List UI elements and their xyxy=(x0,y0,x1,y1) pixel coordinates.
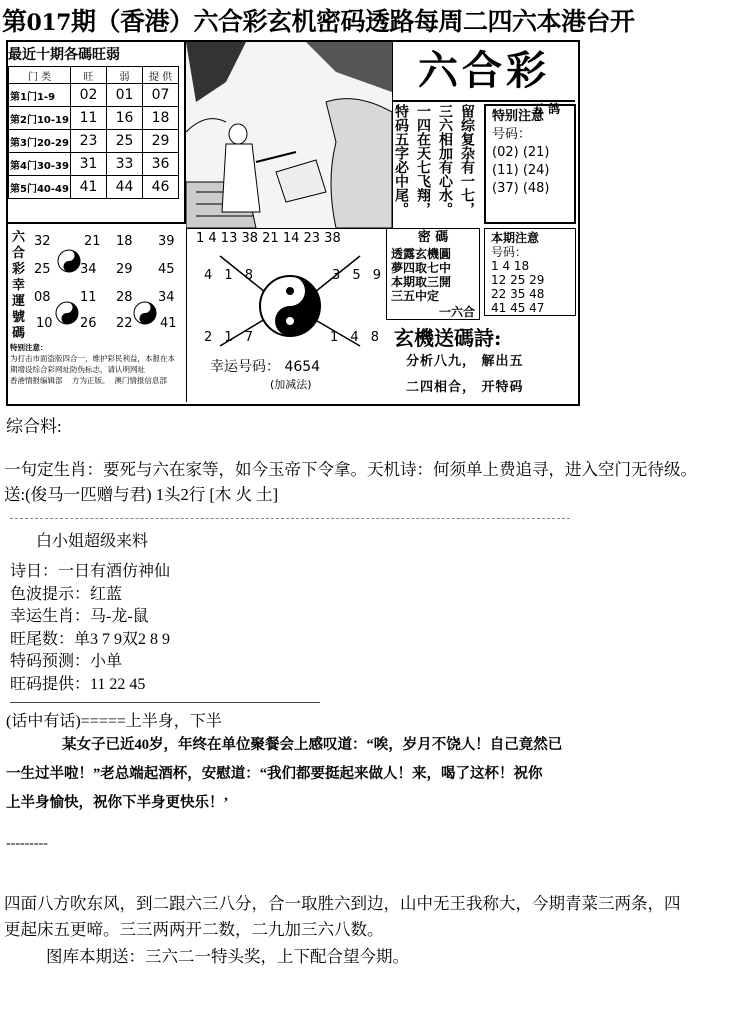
row-label: 第4门30-39 xyxy=(9,153,71,176)
header-prefix: 第 xyxy=(2,7,27,36)
lucky-number: 34 xyxy=(80,262,97,277)
vertical-verse xyxy=(392,100,482,224)
center-right-numbers: 3 5 9 xyxy=(332,268,386,283)
lucky-number: 18 xyxy=(116,234,133,249)
bai-item: 旺码提供：11 22 45 xyxy=(10,675,146,693)
col-header: 旺 xyxy=(71,67,107,84)
lucky-number: 08 xyxy=(34,290,51,305)
mima-line: 三五中定 xyxy=(391,289,440,303)
para-line: 更起床五更啼。三三两两开二数，二九加三六八数。 xyxy=(4,920,384,939)
cell: 01 xyxy=(107,84,143,107)
secret-code-box xyxy=(386,228,480,320)
bai-item: 特码预测：小单 xyxy=(10,653,123,670)
lucky-number: 39 xyxy=(158,234,175,249)
lucky-number: 34 xyxy=(158,290,175,305)
row-label: 第5门40-49 xyxy=(9,176,71,199)
benqi-title: 本期注意 xyxy=(491,231,540,245)
cell: 11 xyxy=(71,107,107,130)
lucky-number: 45 xyxy=(158,262,175,277)
verse-column: 留综复杂有一七， xyxy=(459,104,475,216)
lucky-label: 幸运号码： xyxy=(210,359,280,375)
mima-line: 透露玄機圓 xyxy=(391,247,452,261)
bai-items xyxy=(10,561,170,696)
table-row xyxy=(9,130,179,153)
verse-column: 一四在天七飞翔， xyxy=(415,104,431,216)
bai-item: 幸运生肖：马-龙-鼠 xyxy=(10,608,149,625)
logo-subtitle: 五 鸽 xyxy=(532,102,561,116)
special-attention-box xyxy=(484,104,576,224)
yin-yang-icon xyxy=(56,248,82,274)
yin-yang-icon xyxy=(54,300,80,326)
fine-right: 澳门情报信息部 xyxy=(114,376,167,385)
illustration xyxy=(186,42,393,229)
special-row: (37) (48) xyxy=(492,181,550,196)
cell: 44 xyxy=(107,176,143,199)
special-title: 特别注意 xyxy=(492,109,545,124)
mima-line: 夢四取七中 xyxy=(391,261,452,275)
cell: 41 xyxy=(71,176,107,199)
lucky-note: (加减法) xyxy=(270,378,312,391)
lucky-number: 26 xyxy=(80,316,97,331)
lucky-number: 25 xyxy=(34,262,51,277)
bai-item: 旺尾数：单3 7 9双2 8 9 xyxy=(10,630,171,648)
story-line: 上半身愉快，祝你下半身更快乐！’ xyxy=(6,795,229,811)
yiju-line: 一句定生肖：要死与六在家等，如今玉帝下令拿。天机诗：何须单上费追寻，进入空门无待级。 xyxy=(4,460,697,479)
this-issue-box xyxy=(484,228,576,316)
divider xyxy=(10,518,570,519)
fine-text: 为打击市面盗版四合一，维护彩民利益，本报在本期增设综合彩网址防伪标志，请认明网址 xyxy=(10,354,175,374)
benqi-row: 22 35 48 xyxy=(491,287,545,301)
center-bottom-left-numbers: 2 1 7 xyxy=(204,330,258,345)
story-line: 某女子已近40岁，年终在单位聚餐会上感叹道：“唉，岁月不饶人！自己竟然已 xyxy=(62,737,563,753)
para-line: 图库本期送：三六二一特头奖，上下配合望今期。 xyxy=(46,947,409,966)
story-line: 一生过半啦！”老总端起酒杯，安慰道：“我们都要挺起来做人！来，喝了这杯！祝你 xyxy=(6,766,543,782)
left-table-title: 最近十期各碼旺弱 xyxy=(8,47,120,63)
special-sub: 号码： xyxy=(492,127,532,142)
cell: 36 xyxy=(143,153,179,176)
mima-last: 一六合 xyxy=(438,305,475,319)
lucky-number: 41 xyxy=(160,316,177,331)
cell: 23 xyxy=(71,130,107,153)
row-label: 第1门1-9 xyxy=(9,84,71,107)
lucky-value: 4654 xyxy=(284,359,321,375)
bai-title: 白小姐超级来料 xyxy=(36,533,149,550)
table-row xyxy=(9,153,179,176)
lucky-code xyxy=(210,356,320,376)
poem-line: 分析八九， 解出五 xyxy=(406,354,524,369)
page-header xyxy=(2,2,742,38)
fine-left: 香港情报编辑部 xyxy=(10,376,63,385)
lucky-number: 22 xyxy=(116,316,133,331)
fine-mid: 方为正版。 xyxy=(72,376,110,385)
table-row xyxy=(9,176,179,199)
row-label: 第2门10-19 xyxy=(9,107,71,130)
lucky-number: 32 xyxy=(34,234,51,249)
scholar-illustration xyxy=(186,42,392,228)
lucky-number: 28 xyxy=(116,290,133,305)
cell: 07 xyxy=(143,84,179,107)
cell: 31 xyxy=(71,153,107,176)
center-bottom-right-numbers: 1 4 8 xyxy=(330,330,384,345)
verse-column: 特码五字必中尾。 xyxy=(393,104,409,216)
center-left-numbers: 4 1 8 xyxy=(204,268,258,283)
verse-column: 三六相加有心水。 xyxy=(437,104,453,216)
divider xyxy=(10,702,320,703)
yin-yang-icon xyxy=(132,300,158,326)
lucky-number: 11 xyxy=(80,290,97,305)
cell: 16 xyxy=(107,107,143,130)
mima-lines xyxy=(387,245,479,305)
row-label: 第3门20-29 xyxy=(9,130,71,153)
lucky-numbers-vertical-title: 六合彩幸運號碼 xyxy=(12,230,26,341)
center-top-numbers: 1 4 13 38 21 14 23 38 xyxy=(196,231,341,246)
table-header-row xyxy=(9,67,179,84)
cell: 46 xyxy=(143,176,179,199)
col-header: 提 供 xyxy=(143,67,179,84)
lucky-number: 10 xyxy=(36,316,53,331)
header-title: 期（香港）六合彩玄机密码透路每周二四六本港台开 xyxy=(70,7,635,36)
fine-print xyxy=(10,342,180,386)
para-line: 四面八方吹东风，到二跟六三八分，合一取胜六到边，山中无王我称大，今期青菜三两条，四 xyxy=(4,894,681,913)
benqi-row: 1 4 18 xyxy=(491,259,530,273)
lottery-logo: 六合彩 xyxy=(393,42,575,102)
table-row xyxy=(9,84,179,107)
col-header: 弱 xyxy=(107,67,143,84)
issue-number: 017 xyxy=(26,10,71,36)
special-row: (11) (24) xyxy=(492,163,550,178)
benqi-row: 12 25 29 xyxy=(491,273,545,287)
cell: 18 xyxy=(143,107,179,130)
fine-footer xyxy=(10,375,180,386)
table-row xyxy=(9,107,179,130)
cell: 02 xyxy=(71,84,107,107)
cell: 33 xyxy=(107,153,143,176)
section-zonghe: 综合料: xyxy=(6,417,62,436)
cell: 29 xyxy=(143,130,179,153)
bai-item: 色波提示：红蓝 xyxy=(10,585,123,603)
mima-line: 本期取三開 xyxy=(391,275,452,289)
poem-line: 二四相合， 开特码 xyxy=(406,380,524,395)
benqi-row: 41 45 47 xyxy=(491,301,545,315)
lucky-numbers-grid xyxy=(10,228,186,338)
fine-title: 特别注意： xyxy=(10,343,48,352)
lucky-number: 29 xyxy=(116,262,133,277)
song-line: 送:(俊马一匹赠与君) 1头2行 [木 火 土] xyxy=(4,485,279,504)
special-row: (02) (21) xyxy=(492,145,550,160)
lucky-number: 21 xyxy=(84,234,101,249)
hot-cold-table xyxy=(8,66,179,199)
dash-line: --------- xyxy=(6,836,48,851)
huazhong-line: (话中有话)=====上半身，下半 xyxy=(6,713,222,730)
mima-title: 密 碼 xyxy=(417,230,449,245)
benqi-sub: 号码： xyxy=(491,245,528,259)
bai-item: 诗日：一日有酒仿神仙 xyxy=(10,563,171,580)
cell: 25 xyxy=(107,130,143,153)
poem-title: 玄機送碼詩: xyxy=(394,326,502,350)
col-header: 门 类 xyxy=(9,67,71,84)
